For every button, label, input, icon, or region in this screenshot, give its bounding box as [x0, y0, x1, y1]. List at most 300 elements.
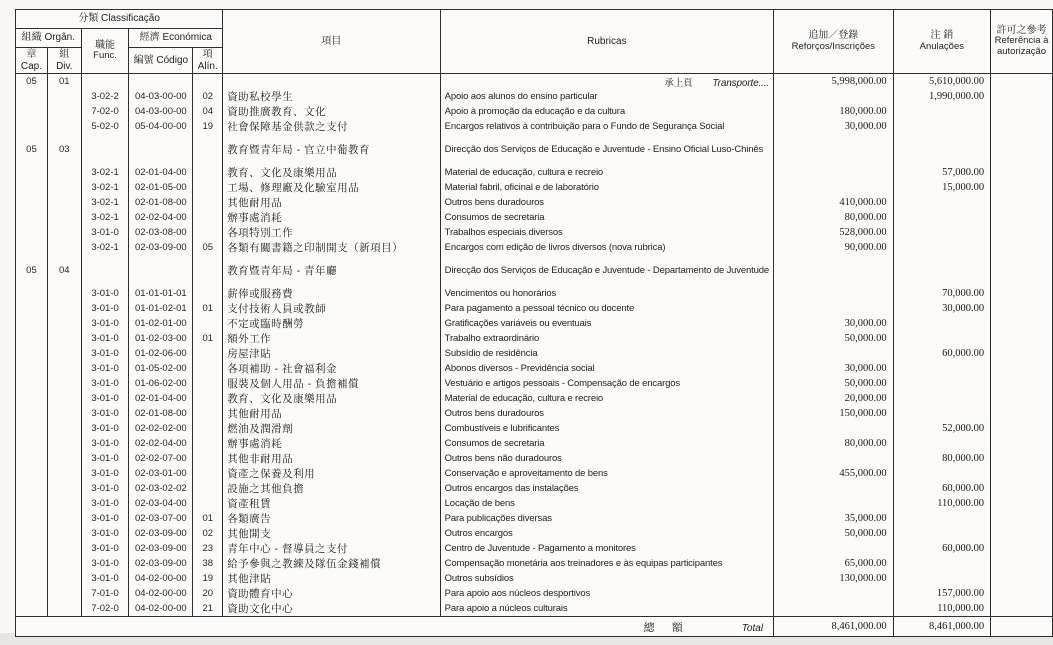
cell-alin — [193, 436, 223, 451]
cell-anulacoes — [893, 225, 991, 240]
cell-cap — [16, 496, 48, 511]
cell-codigo: 02-03-07-00 — [129, 511, 193, 526]
cell-reforcos — [774, 165, 894, 180]
cell-cap — [16, 134, 48, 142]
cell-reforcos: 50,000.00 — [774, 526, 894, 541]
data-row — [16, 466, 1053, 481]
cell-referencia — [991, 119, 1053, 134]
cell-codigo — [129, 74, 193, 90]
cell-reforcos — [774, 142, 894, 157]
cell-codigo: 02-02-02-00 — [129, 421, 193, 436]
header-codigo: 編號 Código — [129, 48, 193, 74]
header-cap: 章 Cap. — [16, 48, 48, 74]
cell-anulacoes: 110,000.00 — [893, 496, 991, 511]
cell-cap — [16, 240, 48, 255]
cell-codigo: 02-01-08-00 — [129, 195, 193, 210]
cell-codigo: 01-02-01-00 — [129, 316, 193, 331]
cell-item-zh: 燃油及潤滑劑 — [223, 421, 440, 436]
cell-item-zh — [223, 157, 440, 165]
cell-alin — [193, 451, 223, 466]
cell-cap: 05 — [16, 74, 48, 90]
cell-alin — [193, 406, 223, 421]
data-row — [16, 436, 1053, 451]
cell-cap — [16, 346, 48, 361]
cell-alin — [193, 421, 223, 436]
cell-reforcos: 50,000.00 — [774, 331, 894, 346]
cell-referencia — [991, 376, 1053, 391]
header-economica: 經濟 Económica — [129, 29, 223, 48]
cell-func: 5-02-0 — [81, 119, 129, 134]
cell-codigo: 02-01-08-00 — [129, 406, 193, 421]
cell-div — [47, 406, 81, 421]
header-func-pt: Func. — [93, 50, 117, 62]
data-row — [16, 601, 1053, 617]
cell-referencia — [991, 210, 1053, 225]
cell-reforcos — [774, 541, 894, 556]
cell-rubrica-pt: Material fabril, oficinal e de laboratório — [440, 180, 773, 195]
cell-rubrica-pt: Material de educação, cultura e recreio — [440, 391, 773, 406]
cell-func: 3-01-0 — [81, 225, 129, 240]
cell-item-zh: 各類有關書籍之印制開支（新項目） — [223, 240, 440, 255]
cell-codigo: 01-05-02-00 — [129, 361, 193, 376]
cell-div — [47, 210, 81, 225]
total-row — [16, 617, 1053, 637]
cell-item-zh: 服裝及個人用品 - 負擔補償 — [223, 376, 440, 391]
cell-div — [47, 225, 81, 240]
cell-func: 7-02-0 — [81, 104, 129, 119]
cell-alin — [193, 142, 223, 157]
data-row — [16, 104, 1053, 119]
cell-codigo — [129, 255, 193, 263]
cell-alin — [193, 481, 223, 496]
cell-cap — [16, 331, 48, 346]
cell-anulacoes — [893, 406, 991, 421]
cell-div — [47, 104, 81, 119]
cell-anulacoes — [893, 255, 991, 263]
cell-func — [81, 263, 129, 278]
cell-referencia — [991, 165, 1053, 180]
cell-alin — [193, 74, 223, 90]
data-row — [16, 556, 1053, 571]
cell-codigo: 01-06-02-00 — [129, 376, 193, 391]
cell-item-zh: 資產租賃 — [223, 496, 440, 511]
header-anulacoes-pt: Anulações — [919, 40, 964, 52]
cell-rubrica-pt: Abonos diversos - Previdência social — [440, 361, 773, 376]
cell-cap — [16, 511, 48, 526]
cell-item-zh: 各類廣告 — [223, 511, 440, 526]
cell-item-zh: 辦事處消耗 — [223, 436, 440, 451]
cell-referencia — [991, 263, 1053, 278]
cell-codigo: 02-02-04-00 — [129, 210, 193, 225]
cell-rubrica-pt: Centro de Juventude - Pagamento a monitores — [440, 541, 773, 556]
cell-cap — [16, 301, 48, 316]
data-row — [16, 496, 1053, 511]
cell-func: 3-01-0 — [81, 406, 129, 421]
cell-div — [47, 255, 81, 263]
cell-cap — [16, 601, 48, 617]
cell-alin: 01 — [193, 301, 223, 316]
cell-alin — [193, 255, 223, 263]
cell-item-zh: 教育、文化及康樂用品 — [223, 165, 440, 180]
data-row — [16, 571, 1053, 586]
cell-codigo: 01-01-01-01 — [129, 286, 193, 301]
cell-codigo: 04-02-00-00 — [129, 586, 193, 601]
cell-func: 3-01-0 — [81, 526, 129, 541]
cell-rubrica-pt: Outros bens não duradouros — [440, 451, 773, 466]
cell-reforcos — [774, 421, 894, 436]
carry-label-pt: Transporte.... — [712, 77, 770, 89]
cell-cap — [16, 571, 48, 586]
data-row — [16, 511, 1053, 526]
cell-item-zh — [223, 134, 440, 142]
cell-rubrica-pt: Apoio aos alunos do ensino particular — [440, 89, 773, 104]
cell-referencia — [991, 74, 1053, 90]
cell-cap — [16, 541, 48, 556]
cell-func: 3-01-0 — [81, 331, 129, 346]
cell-div — [47, 511, 81, 526]
cell-rubrica-pt: Encargos relativos à contribuição para o Fundo de Segurança Social — [440, 119, 773, 134]
cell-div — [47, 496, 81, 511]
carry-row — [16, 74, 1053, 90]
total-reforcos: 8,461,000.00 — [774, 617, 894, 637]
cell-referencia — [991, 541, 1053, 556]
cell-alin: 05 — [193, 240, 223, 255]
cell-rubrica-pt: Consumos de secretaria — [440, 436, 773, 451]
data-row — [16, 301, 1053, 316]
cell-cap — [16, 391, 48, 406]
cell-reforcos — [774, 451, 894, 466]
cell-referencia — [991, 278, 1053, 286]
data-row — [16, 240, 1053, 255]
data-row — [16, 119, 1053, 134]
cell-codigo: 02-03-01-00 — [129, 466, 193, 481]
cell-referencia — [991, 240, 1053, 255]
cell-alin: 04 — [193, 104, 223, 119]
cell-rubrica-pt: Trabalhos especiais diversos — [440, 225, 773, 240]
cell-codigo: 04-02-00-00 — [129, 601, 193, 617]
cell-item-zh: 教育暨青年局 - 青年廳 — [223, 263, 440, 278]
cell-div — [47, 376, 81, 391]
cell-referencia — [991, 301, 1053, 316]
cell-codigo: 02-01-04-00 — [129, 165, 193, 180]
cell-reforcos — [774, 278, 894, 286]
cell-rubrica-pt: Conservação e aproveitamento de bens — [440, 466, 773, 481]
cell-rubrica-pt — [440, 255, 773, 263]
cell-referencia — [991, 511, 1053, 526]
cell-cap — [16, 436, 48, 451]
cell-alin: 01 — [193, 511, 223, 526]
data-row — [16, 180, 1053, 195]
cell-reforcos — [774, 134, 894, 142]
cell-alin: 19 — [193, 571, 223, 586]
cell-codigo: 02-03-02-02 — [129, 481, 193, 496]
cell-referencia — [991, 89, 1053, 104]
cell-reforcos: 130,000.00 — [774, 571, 894, 586]
cell-alin — [193, 376, 223, 391]
cell-div — [47, 119, 81, 134]
cell-func — [81, 157, 129, 165]
cell-anulacoes — [893, 511, 991, 526]
cell-cap — [16, 406, 48, 421]
cell-referencia — [991, 104, 1053, 119]
cell-div — [47, 601, 81, 617]
cell-func: 7-01-0 — [81, 586, 129, 601]
data-row — [16, 586, 1053, 601]
header-referencia-zh: 許可之參考 — [996, 24, 1047, 36]
cell-rubrica-pt: Outros encargos — [440, 526, 773, 541]
section-row — [16, 142, 1053, 157]
cell-item-zh: 社會保障基金供款之支付 — [223, 119, 440, 134]
cell-div — [47, 361, 81, 376]
cell-div — [47, 157, 81, 165]
cell-codigo: 05-04-00-00 — [129, 119, 193, 134]
cell-div — [47, 346, 81, 361]
cell-alin — [193, 316, 223, 331]
cell-codigo — [129, 263, 193, 278]
cell-func: 3-01-0 — [81, 466, 129, 481]
cell-item-zh: 房屋津貼 — [223, 346, 440, 361]
cell-anulacoes: 60,000.00 — [893, 346, 991, 361]
cell-item-zh — [223, 278, 440, 286]
cell-reforcos: 528,000.00 — [774, 225, 894, 240]
cell-codigo — [129, 157, 193, 165]
cell-codigo: 04-02-00-00 — [129, 571, 193, 586]
data-row — [16, 541, 1053, 556]
cell-div — [47, 466, 81, 481]
cell-rubrica-pt: Vestuário e artigos pessoais - Compensação de encargos — [440, 376, 773, 391]
cell-referencia — [991, 180, 1053, 195]
cell-referencia — [991, 142, 1053, 157]
data-row — [16, 406, 1053, 421]
data-row — [16, 210, 1053, 225]
cell-func: 3-02-2 — [81, 89, 129, 104]
cell-alin: 21 — [193, 601, 223, 617]
data-row — [16, 376, 1053, 391]
cell-item-zh: 資助私校學生 — [223, 89, 440, 104]
cell-item-zh: 教育暨青年局 - 官立中葡教育 — [223, 142, 440, 157]
cell-rubrica-pt: Consumos de secretaria — [440, 210, 773, 225]
cell-referencia — [991, 496, 1053, 511]
cell-alin: 01 — [193, 331, 223, 346]
cell-codigo: 02-03-09-00 — [129, 526, 193, 541]
cell-cap: 05 — [16, 263, 48, 278]
cell-div: 03 — [47, 142, 81, 157]
cell-cap — [16, 278, 48, 286]
cell-item-zh: 青年中心 - 督導員之支付 — [223, 541, 440, 556]
cell-div — [47, 286, 81, 301]
cell-rubrica-pt — [440, 74, 773, 90]
cell-func: 3-01-0 — [81, 436, 129, 451]
cell-anulacoes: 157,000.00 — [893, 586, 991, 601]
cell-func: 3-01-0 — [81, 301, 129, 316]
cell-anulacoes — [893, 240, 991, 255]
cell-referencia — [991, 225, 1053, 240]
cell-alin — [193, 466, 223, 481]
cell-referencia — [991, 466, 1053, 481]
cell-item-zh: 各項補助 - 社會福利金 — [223, 361, 440, 376]
cell-referencia — [991, 316, 1053, 331]
cell-div — [47, 436, 81, 451]
cell-referencia — [991, 406, 1053, 421]
cell-func: 3-02-1 — [81, 210, 129, 225]
cell-rubrica-pt: Direcção dos Serviços de Educação e Juventude - Ensino Oficial Luso-Chinês — [440, 142, 773, 157]
cell-referencia — [991, 134, 1053, 142]
cell-rubrica-pt: Trabalho extraordinário — [440, 331, 773, 346]
cell-cap — [16, 466, 48, 481]
cell-item-zh: 不定或臨時酬勞 — [223, 316, 440, 331]
cell-reforcos — [774, 89, 894, 104]
cell-codigo: 02-01-05-00 — [129, 180, 193, 195]
cell-item-zh: 其他非耐用品 — [223, 451, 440, 466]
cell-anulacoes — [893, 104, 991, 119]
cell-item-zh: 設施之其他負擔 — [223, 481, 440, 496]
total-anulacoes: 8,461,000.00 — [893, 617, 991, 637]
header-func — [81, 29, 129, 74]
cell-alin: 23 — [193, 541, 223, 556]
cell-reforcos: 150,000.00 — [774, 406, 894, 421]
data-row — [16, 165, 1053, 180]
carry-label-zh: 承上頁 — [664, 77, 693, 89]
cell-alin — [193, 225, 223, 240]
cell-alin — [193, 180, 223, 195]
cell-reforcos: 455,000.00 — [774, 466, 894, 481]
spacer-row — [16, 255, 1053, 263]
header-item: 項目 — [223, 10, 440, 74]
spacer-row — [16, 278, 1053, 286]
cell-cap — [16, 376, 48, 391]
data-row — [16, 346, 1053, 361]
spacer-row — [16, 134, 1053, 142]
cell-cap — [16, 104, 48, 119]
cell-codigo — [129, 142, 193, 157]
cell-anulacoes — [893, 119, 991, 134]
cell-referencia — [991, 361, 1053, 376]
cell-alin: 02 — [193, 89, 223, 104]
cell-cap — [16, 89, 48, 104]
cell-reforcos — [774, 263, 894, 278]
cell-reforcos — [774, 255, 894, 263]
cell-alin — [193, 278, 223, 286]
cell-item-zh: 辦事處消耗 — [223, 210, 440, 225]
cell-func — [81, 278, 129, 286]
cell-item-zh: 其他開支 — [223, 526, 440, 541]
cell-anulacoes — [893, 157, 991, 165]
cell-rubrica-pt: Direcção dos Serviços de Educação e Juventude - Departamento de Juventude — [440, 263, 773, 278]
cell-rubrica-pt: Apoio à promoção da educação e da cultura — [440, 104, 773, 119]
cell-reforcos — [774, 481, 894, 496]
cell-anulacoes — [893, 210, 991, 225]
header-alin: 項Alín. — [193, 48, 223, 74]
cell-anulacoes: 60,000.00 — [893, 481, 991, 496]
cell-reforcos: 65,000.00 — [774, 556, 894, 571]
cell-item-zh: 其他耐用品 — [223, 195, 440, 210]
cell-func: 3-01-0 — [81, 316, 129, 331]
cell-item-zh: 支付技術人員或教師 — [223, 301, 440, 316]
cell-div — [47, 165, 81, 180]
cell-alin — [193, 157, 223, 165]
cell-cap — [16, 286, 48, 301]
cell-reforcos: 80,000.00 — [774, 210, 894, 225]
section-row — [16, 263, 1053, 278]
cell-anulacoes: 70,000.00 — [893, 286, 991, 301]
cell-rubrica-pt: Para apoio aos núcleos desportivos — [440, 586, 773, 601]
cell-func: 3-01-0 — [81, 391, 129, 406]
cell-func: 3-01-0 — [81, 571, 129, 586]
cell-anulacoes — [893, 466, 991, 481]
header-rubricas: Rubricas — [440, 10, 773, 74]
cell-anulacoes — [893, 142, 991, 157]
header-reforcos — [774, 10, 894, 74]
cell-anulacoes: 110,000.00 — [893, 601, 991, 617]
cell-rubrica-pt: Subsídio de residência — [440, 346, 773, 361]
header-classificacao: 分類 Classificação — [16, 10, 223, 29]
cell-referencia — [991, 601, 1053, 617]
cell-referencia — [991, 255, 1053, 263]
cell-anulacoes: 80,000.00 — [893, 451, 991, 466]
cell-anulacoes — [893, 331, 991, 346]
cell-referencia — [991, 436, 1053, 451]
cell-referencia — [991, 331, 1053, 346]
cell-rubrica-pt: Outros subsídios — [440, 571, 773, 586]
cell-reforcos: 50,000.00 — [774, 376, 894, 391]
cell-referencia — [991, 481, 1053, 496]
cell-reforcos: 410,000.00 — [774, 195, 894, 210]
cell-func: 3-01-0 — [81, 481, 129, 496]
cell-func: 3-01-0 — [81, 286, 129, 301]
cell-codigo: 02-02-07-00 — [129, 451, 193, 466]
cell-anulacoes: 60,000.00 — [893, 541, 991, 556]
cell-cap — [16, 180, 48, 195]
cell-item-zh: 資助文化中心 — [223, 601, 440, 617]
cell-cap — [16, 481, 48, 496]
cell-rubrica-pt: Combustíveis e lubrificantes — [440, 421, 773, 436]
cell-referencia — [991, 421, 1053, 436]
cell-func: 3-01-0 — [81, 346, 129, 361]
cell-anulacoes — [893, 278, 991, 286]
cell-func — [81, 142, 129, 157]
cell-alin — [193, 263, 223, 278]
cell-rubrica-pt: Para pagamento a pessoal técnico ou docente — [440, 301, 773, 316]
cell-rubrica-pt — [440, 134, 773, 142]
cell-reforcos — [774, 180, 894, 195]
cell-anulacoes: 57,000.00 — [893, 165, 991, 180]
cell-reforcos: 90,000.00 — [774, 240, 894, 255]
cell-reforcos: 30,000.00 — [774, 361, 894, 376]
cell-reforcos: 180,000.00 — [774, 104, 894, 119]
cell-div — [47, 89, 81, 104]
total-label-zh: 總 額 — [643, 621, 690, 634]
cell-anulacoes — [893, 571, 991, 586]
cell-func: 3-01-0 — [81, 511, 129, 526]
cell-codigo: 01-02-03-00 — [129, 331, 193, 346]
data-row — [16, 331, 1053, 346]
cell-referencia — [991, 451, 1053, 466]
header-referencia — [991, 10, 1053, 74]
cell-div — [47, 301, 81, 316]
cell-cap — [16, 451, 48, 466]
cell-func: 3-01-0 — [81, 556, 129, 571]
cell-func: 3-01-0 — [81, 421, 129, 436]
cell-anulacoes — [893, 556, 991, 571]
cell-referencia — [991, 556, 1053, 571]
cell-alin: 20 — [193, 586, 223, 601]
cell-cap — [16, 361, 48, 376]
cell-item-zh: 資助推廣教育、文化 — [223, 104, 440, 119]
cell-div — [47, 586, 81, 601]
cell-cap — [16, 255, 48, 263]
cell-item-zh: 給予參與之教練及隊伍金錢補償 — [223, 556, 440, 571]
cell-referencia — [991, 586, 1053, 601]
